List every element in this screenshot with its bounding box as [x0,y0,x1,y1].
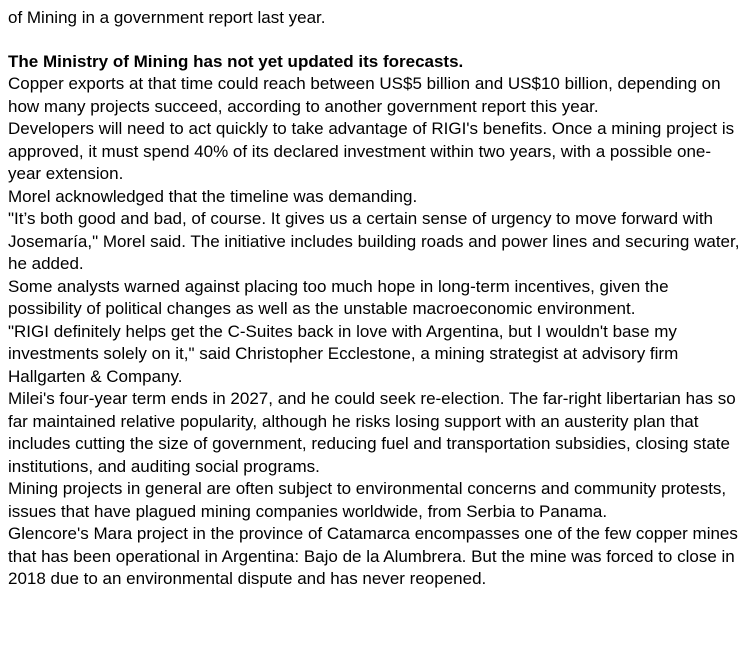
section-heading: The Ministry of Mining has not yet updated its forecasts. [8,51,464,71]
paragraph-ecclestone-quote: "RIGI definitely helps get the C-Suites back in love with Argentina, but I wouldn't base my investments solely on it," said Christopher Ecclestone, a mining strategist at advisory firm Hallgarten & Company. [8,321,679,386]
paragraph-copper-exports: Copper exports at that time could reach between US$5 billion and US$10 billion, depending on how many projects succeed, according to another government report this year. [8,74,721,116]
paragraph-environmental-concerns: Mining projects in general are often subject to environmental concerns and community protests, issues that have plagued mining companies worldwide, from Serbia to Panama. [8,479,727,521]
paragraph-gap [8,30,742,51]
paragraph-analysts-warning: Some analysts warned against placing too much hope in long-term incentives, given the possibility of political changes as well as the unstable macroeconomic environment. [8,276,669,318]
paragraph-rigi-benefits: Developers will need to act quickly to take advantage of RIGI's benefits. Once a mining project is approved, it must spend 40% of its declared investment within two years, with a possible one-year extension. [8,119,735,183]
paragraph-milei-term: Milei's four-year term ends in 2027, and he could seek re-election. The far-right libertarian has so far maintained relative popularity, although he risks losing support with an austerity plan that includes cutting the size of government, reducing fuel and transportation subsidies, closing state institutions, and auditing social programs. [8,389,736,476]
lead-fragment: of Mining in a government report last year. [8,8,326,27]
paragraph-morel-timeline: Morel acknowledged that the timeline was demanding. [8,186,418,206]
paragraph-morel-quote: "It’s both good and bad, of course. It gives us a certain sense of urgency to move forward with Josemaría," Morel said. The initiative includes building roads and power lines and securing water, he added. [8,209,740,273]
paragraph-glencore-mara: Glencore's Mara project in the province of Catamarca encompasses one of the few copper mines that has been operational in Argentina: Bajo de la Alumbrera. But the mine was forced to close in 2018 due to an environmental dispute and has never reopened. [8,524,738,588]
